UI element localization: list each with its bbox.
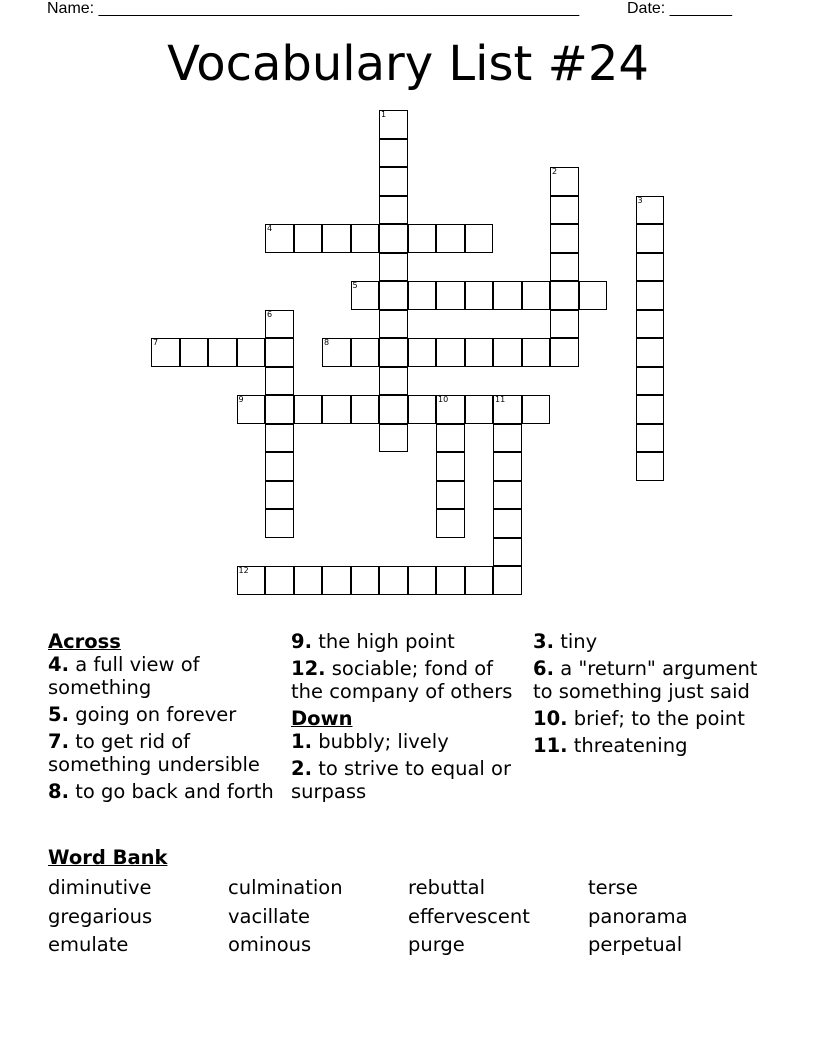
- crossword-cell[interactable]: [493, 509, 522, 538]
- crossword-cell[interactable]: [265, 509, 294, 538]
- word-bank-item: purge: [408, 933, 465, 956]
- crossword-cell[interactable]: [151, 338, 180, 367]
- clue-down-3: 3. tiny: [533, 630, 598, 653]
- crossword-cell[interactable]: [550, 167, 579, 196]
- crossword-cell[interactable]: [265, 310, 294, 339]
- crossword-cell[interactable]: [636, 310, 665, 339]
- crossword-cell[interactable]: [522, 395, 551, 424]
- word-bank-item: vacillate: [228, 904, 311, 928]
- crossword-cell[interactable]: [465, 338, 494, 367]
- crossword-cell[interactable]: [493, 481, 522, 510]
- crossword-cell[interactable]: [265, 338, 294, 367]
- word-bank-item: panorama: [588, 904, 688, 928]
- crossword-cell[interactable]: [180, 338, 209, 367]
- crossword-cell[interactable]: [408, 338, 437, 367]
- clues-column-2: [291, 630, 521, 807]
- crossword-cell[interactable]: [436, 281, 465, 310]
- crossword-cell[interactable]: [322, 566, 351, 595]
- crossword-cell[interactable]: [436, 338, 465, 367]
- crossword-cell[interactable]: [550, 281, 579, 310]
- crossword-cell[interactable]: [465, 281, 494, 310]
- clue-number: 10: [438, 395, 449, 404]
- crossword-cell[interactable]: [436, 509, 465, 538]
- crossword-cell[interactable]: [436, 566, 465, 595]
- crossword-cell[interactable]: [408, 566, 437, 595]
- clue-across-4: 4. a full view of something: [48, 653, 200, 699]
- crossword-cell[interactable]: [379, 367, 408, 396]
- word-bank-heading: Word Bank: [48, 846, 168, 869]
- crossword-cell[interactable]: [408, 281, 437, 310]
- crossword-cell[interactable]: [408, 224, 437, 253]
- crossword-cell[interactable]: [379, 224, 408, 253]
- crossword-cell[interactable]: [265, 566, 294, 595]
- word-bank-item: ominous: [228, 933, 312, 956]
- crossword-cell[interactable]: [550, 338, 579, 367]
- word-bank-item: rebuttal: [408, 876, 485, 899]
- clue-number: 12: [238, 566, 249, 575]
- crossword-cell[interactable]: [322, 338, 351, 367]
- crossword-cell[interactable]: [636, 424, 665, 453]
- crossword-cell[interactable]: [636, 196, 665, 225]
- date-field-label: Date: _______: [627, 0, 732, 17]
- clue-number: 11: [495, 395, 506, 404]
- crossword-cell[interactable]: [579, 281, 608, 310]
- crossword-cell[interactable]: [493, 424, 522, 453]
- crossword-cell[interactable]: [636, 224, 665, 253]
- crossword-cell[interactable]: [351, 395, 380, 424]
- crossword-cell[interactable]: [550, 196, 579, 225]
- crossword-cell[interactable]: [265, 424, 294, 453]
- crossword-cell[interactable]: [379, 424, 408, 453]
- word-bank-item: effervescent: [408, 904, 530, 928]
- crossword-cell[interactable]: [322, 224, 351, 253]
- across-heading: Across: [48, 630, 121, 653]
- crossword-cell[interactable]: [265, 452, 294, 481]
- word-bank-item: culmination: [228, 876, 343, 899]
- crossword-cell[interactable]: [522, 338, 551, 367]
- crossword-cell[interactable]: [436, 424, 465, 453]
- crossword-cell[interactable]: [465, 566, 494, 595]
- crossword-cell[interactable]: [493, 395, 522, 424]
- crossword-cell[interactable]: [436, 224, 465, 253]
- clue-across-8: 8. to go back and forth: [48, 780, 274, 803]
- crossword-cell[interactable]: [636, 452, 665, 481]
- crossword-cell[interactable]: [493, 566, 522, 595]
- crossword-cell[interactable]: [237, 566, 266, 595]
- crossword-cell[interactable]: [408, 395, 437, 424]
- clue-across-7: 7. to get rid of something undersible: [48, 730, 260, 776]
- clue-across-9: 9. the high point: [291, 630, 455, 653]
- word-bank-item: perpetual: [588, 933, 683, 956]
- crossword-cell[interactable]: [351, 281, 380, 310]
- word-bank: [48, 874, 768, 960]
- crossword-cell[interactable]: [493, 338, 522, 367]
- crossword-cell[interactable]: [379, 395, 408, 424]
- crossword-cell[interactable]: [522, 281, 551, 310]
- clue-number: 9: [238, 395, 244, 404]
- crossword-cell[interactable]: [379, 110, 408, 139]
- clue-number: 5: [352, 281, 358, 290]
- crossword-cell[interactable]: [379, 253, 408, 282]
- crossword-cell[interactable]: [550, 224, 579, 253]
- clue-down-10: 10. brief; to the point: [533, 707, 745, 730]
- crossword-cell[interactable]: [379, 338, 408, 367]
- crossword-cell[interactable]: [379, 139, 408, 168]
- crossword-cell[interactable]: [636, 338, 665, 367]
- clue-number: 7: [153, 338, 159, 347]
- clue-number: 4: [267, 224, 273, 233]
- crossword-cell[interactable]: [265, 395, 294, 424]
- crossword-cell[interactable]: [351, 338, 380, 367]
- word-bank-item: emulate: [48, 933, 129, 956]
- crossword-cell[interactable]: [465, 224, 494, 253]
- clue-down-1: 1. bubbly; lively: [291, 730, 449, 753]
- crossword-cell[interactable]: [379, 196, 408, 225]
- crossword-cell[interactable]: [208, 338, 237, 367]
- clue-number: 8: [324, 338, 330, 347]
- crossword-cell[interactable]: [265, 481, 294, 510]
- crossword-cell[interactable]: [379, 281, 408, 310]
- clue-down-2: 2. to strive to equal or surpass: [291, 757, 511, 803]
- crossword-cell[interactable]: [636, 281, 665, 310]
- crossword-cell[interactable]: [436, 481, 465, 510]
- crossword-cell[interactable]: [636, 395, 665, 424]
- crossword-cell[interactable]: [550, 310, 579, 339]
- word-bank-item: terse: [588, 876, 638, 899]
- crossword-cell[interactable]: [379, 566, 408, 595]
- clue-number: 6: [267, 309, 273, 319]
- down-heading: Down: [291, 707, 353, 730]
- crossword-cell[interactable]: [237, 395, 266, 424]
- clue-number: 1: [381, 110, 387, 119]
- clues-column-1: [48, 630, 280, 807]
- word-bank-item: gregarious: [48, 904, 153, 928]
- crossword-cell[interactable]: [265, 224, 294, 253]
- crossword-cell[interactable]: [237, 338, 266, 367]
- clue-number: 2: [552, 167, 558, 176]
- crossword-cell[interactable]: [294, 224, 323, 253]
- crossword-cell[interactable]: [550, 253, 579, 282]
- crossword-cell[interactable]: [351, 224, 380, 253]
- clues-column-3: [533, 630, 773, 761]
- clue-down-11: 11. threatening: [533, 734, 688, 757]
- crossword-cell[interactable]: [636, 253, 665, 282]
- clue-across-12: 12. sociable; fond of the company of others: [291, 657, 513, 703]
- name-field-label: Name: ______________________________________________________: [47, 0, 580, 17]
- crossword-cell[interactable]: [265, 367, 294, 396]
- crossword-cell[interactable]: [493, 538, 522, 567]
- crossword-cell[interactable]: [636, 367, 665, 396]
- crossword-cell[interactable]: [493, 452, 522, 481]
- crossword-cell[interactable]: [322, 395, 351, 424]
- crossword-cell[interactable]: [294, 395, 323, 424]
- crossword-cell[interactable]: [379, 167, 408, 196]
- clue-down-6: 6. a "return" argument to something just said: [533, 657, 758, 703]
- crossword-cell[interactable]: [379, 310, 408, 339]
- clue-number: 3: [637, 195, 643, 205]
- word-bank-item: diminutive: [48, 876, 152, 899]
- clue-across-5: 5. going on forever: [48, 703, 237, 726]
- crossword-cell[interactable]: [493, 281, 522, 310]
- crossword-cell[interactable]: [351, 566, 380, 595]
- crossword-cell[interactable]: [436, 452, 465, 481]
- crossword-cell[interactable]: [294, 566, 323, 595]
- crossword-cell[interactable]: [436, 395, 465, 424]
- page-title: Vocabulary List #24: [167, 36, 649, 92]
- crossword-cell[interactable]: [465, 395, 494, 424]
